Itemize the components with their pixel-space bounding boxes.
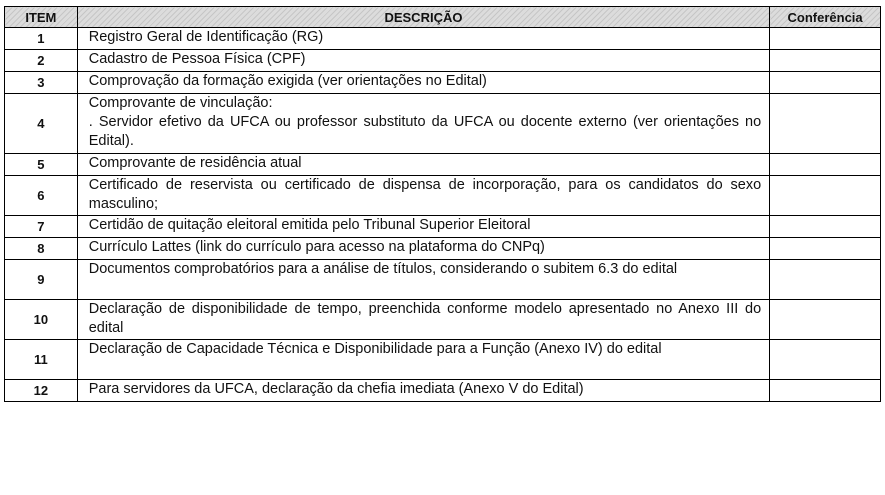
row-item-number: 3	[5, 72, 78, 94]
description-line: Comprovante de residência atual	[88, 155, 302, 171]
header-conferencia: Conferência	[770, 7, 881, 28]
row-description	[77, 72, 769, 94]
row-item-number: 2	[5, 50, 78, 72]
document-checklist	[4, 6, 881, 402]
description-line: Declaração de disponibilidade de tempo, preenchida conforme modelo apresentado no Anexo III do edital	[88, 301, 762, 336]
row-description	[77, 340, 769, 380]
row-description	[77, 260, 769, 300]
header-item: ITEM	[5, 7, 78, 28]
row-conferencia-cell[interactable]	[770, 28, 881, 50]
description-line: Para servidores da UFCA, declaração da chefia imediata (Anexo V do Edital)	[88, 381, 584, 397]
row-conferencia-cell[interactable]	[770, 94, 881, 154]
row-item-number: 1	[5, 28, 78, 50]
row-description	[77, 238, 769, 260]
row-item-number: 5	[5, 154, 78, 176]
row-description	[77, 154, 769, 176]
table-row	[5, 216, 881, 238]
row-conferencia-cell[interactable]	[770, 72, 881, 94]
row-conferencia-cell[interactable]	[770, 260, 881, 300]
row-description	[77, 28, 769, 50]
table-row	[5, 300, 881, 340]
table-row	[5, 238, 881, 260]
checklist-table	[4, 6, 881, 402]
table-row	[5, 72, 881, 94]
description-line: . Servidor efetivo da UFCA ou professor substituto da UFCA ou docente externo (ver orientações no Edital).	[88, 114, 762, 149]
row-description	[77, 380, 769, 402]
table-row	[5, 380, 881, 402]
description-line: Comprovante de vinculação:	[88, 95, 273, 111]
row-description	[77, 300, 769, 340]
description-line: Certidão de quitação eleitoral emitida pelo Tribunal Superior Eleitoral	[88, 217, 531, 233]
table-row	[5, 94, 881, 154]
table-row	[5, 260, 881, 300]
row-item-number: 7	[5, 216, 78, 238]
row-description	[77, 94, 769, 154]
row-conferencia-cell[interactable]	[770, 238, 881, 260]
table-row	[5, 340, 881, 380]
table-row	[5, 50, 881, 72]
row-description	[77, 50, 769, 72]
row-conferencia-cell[interactable]	[770, 154, 881, 176]
header-descricao: DESCRIÇÃO	[77, 7, 769, 28]
row-item-number: 6	[5, 176, 78, 216]
table-row	[5, 28, 881, 50]
description-line: Registro Geral de Identificação (RG)	[88, 29, 324, 45]
row-item-number: 9	[5, 260, 78, 300]
description-line: Currículo Lattes (link do currículo para acesso na plataforma do CNPq)	[88, 239, 545, 255]
description-line: Cadastro de Pessoa Física (CPF)	[88, 51, 306, 67]
description-line: Declaração de Capacidade Técnica e Disponibilidade para a Função (Anexo IV) do edital	[88, 341, 662, 357]
row-conferencia-cell[interactable]	[770, 380, 881, 402]
table-row	[5, 154, 881, 176]
row-item-number: 10	[5, 300, 78, 340]
row-item-number: 12	[5, 380, 78, 402]
row-conferencia-cell[interactable]	[770, 300, 881, 340]
description-line: Certificado de reservista ou certificado de dispensa de incorporação, para os candidatos do sexo masculino;	[88, 177, 762, 212]
row-item-number: 8	[5, 238, 78, 260]
row-item-number: 4	[5, 94, 78, 154]
row-description	[77, 176, 769, 216]
table-row	[5, 176, 881, 216]
description-line: Comprovação da formação exigida (ver orientações no Edital)	[88, 73, 487, 89]
row-item-number: 11	[5, 340, 78, 380]
table-header-row	[5, 7, 881, 28]
row-conferencia-cell[interactable]	[770, 176, 881, 216]
row-description	[77, 216, 769, 238]
row-conferencia-cell[interactable]	[770, 216, 881, 238]
row-conferencia-cell[interactable]	[770, 50, 881, 72]
description-line: Documentos comprobatórios para a análise de títulos, considerando o subitem 6.3 do edital	[88, 261, 678, 277]
row-conferencia-cell[interactable]	[770, 340, 881, 380]
